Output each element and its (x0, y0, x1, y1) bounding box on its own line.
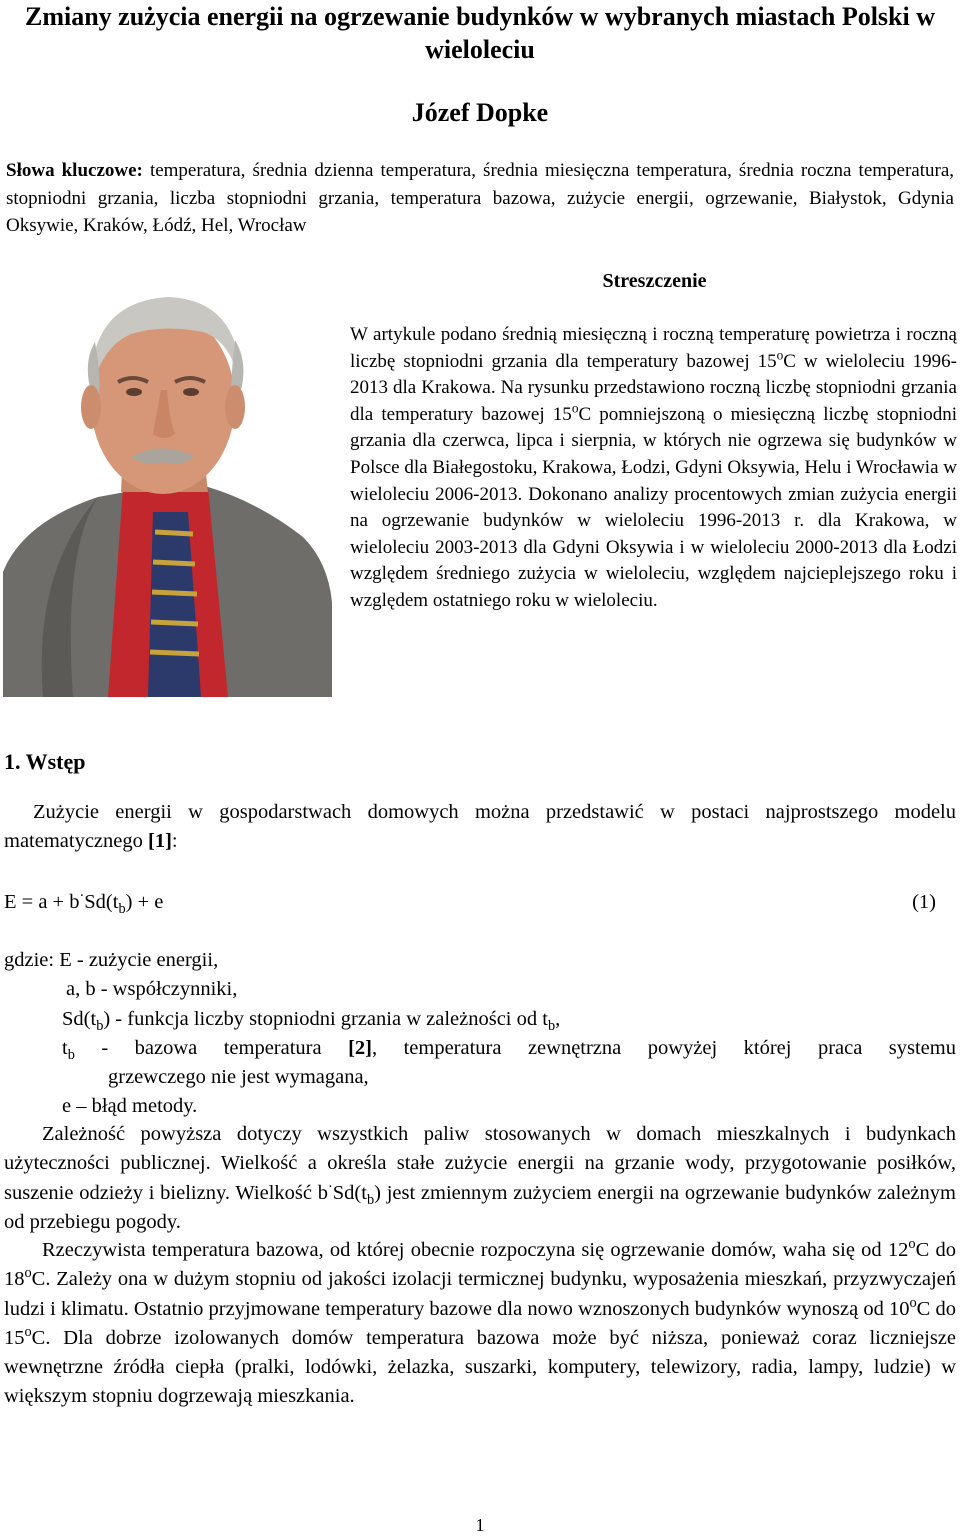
equation-number: (1) (912, 891, 936, 913)
section-heading: 1. Wstęp (4, 749, 86, 774)
definition-item: $t_b$ - bazowa temperatura [2], temperatura zewnętrzna powyżej której praca systemu (62, 1036, 956, 1063)
abstract-heading: Streszczenie (602, 270, 707, 292)
page-number: 1 (475, 1515, 485, 1535)
keywords-label: Słowa kluczowe: (6, 160, 143, 181)
definition-item: a, b - współczynniki, (66, 978, 238, 1001)
keywords-text: temperatura, średnia dzienna temperatura, średnia miesięczna temperatura, średnia roczna temperatura, stopniodni grzania, liczba stopniodni grzania, temperatura bazowa, zużycie energii, ogrzewanie, Białystok, Gdynia Oksywie, Kraków, Łódź, Hel, Wrocław (6, 160, 955, 236)
paper-title: Zmiany zużycia energii na ogrzewanie budynków w wybranych miastach Polski w wieloleciu (24, 2, 936, 64)
keywords (6, 157, 954, 240)
author-name: Józef Dopke (411, 98, 549, 127)
body-paragraph: Rzeczywista temperatura bazowa, od której obecnie rozpoczyna się ogrzewanie domów, waha się od 12$^o$C do 18$^o$C. Zależy ona w dużym stopniu od jakości izolacji termicznej budynku, wyposażenia mieszkań, przyzwyczajeń ludzi i klimatu. Ostatnio przyjmowane temperatury bazowe dla nowo wznoszonych budynków wynoszą od 10$^o$C do 15$^o$C. Dla dobrze izolowanych domów temperatura bazowa może być niższa, ponieważ coraz liczniejsze wewnętrzne źródła ciepła (pralki, lodówki, żelazka, suszarki, komputery, telewizory, radia, lampy, ludzie) w większym stopniu dogrzewają mieszkania. (4, 1236, 956, 1408)
definition-item: gdzie: E - zużycie energii, (4, 949, 219, 971)
body-paragraph: Zależność powyższa dotyczy wszystkich paliw stosowanych w domach mieszkalnych i budynkach użyteczności publicznej. Wielkość a określa stałe zużycie energii na grzanie wody, przygotowanie posiłków, suszenie odzieży i bielizny. Wielkość $b^\cdot Sd(t_b)$ jest zmiennym zużyciem energii na ogrzewanie budynków zależnym od przebiegu pogody. (4, 1123, 956, 1233)
definition-item: grzewczego nie jest wymagana, (108, 1066, 369, 1089)
author-portrait (3, 272, 332, 697)
equation-1: $E = a + b^\cdot Sd(t_b) + e$ (1) (4, 886, 936, 918)
abstract-text: W artykule podano średnią miesięczną i roczną temperaturę powietrza i roczną liczbę stopniodni grzania dla temperatury bazowej 15$^o$C w wieloleciu 1996-2013 dla Krakowa. Na rysunku przedstawiono roczną liczbę stopniodni grzania dla temperatury bazowej 15$^o$C pomniejszoną o miesięczną liczbę stopniodni grzania dla czerwca, lipca i sierpnia, w których nie ogrzewa się budynków w Polsce dla Białegostoku, Krakowa, Łodzi, Gdyni Oksywia, Helu i Wrocławia w wieloleciu 2006-2013. Dokonano analizy procentowych zmian zużycia energii na ogrzewanie budynków w wieloleciu 1996-2013 r. dla Krakowa, w wieloleciu 2003-2013 dla Gdyni Oksywia i w wieloleciu 2000-2013 dla Łodzi względem średniego zużycia w wieloleciu, względem najcieplejszego roku i względem ostatniego roku w wieloleciu. (350, 324, 958, 611)
definitions-list (4, 946, 956, 1122)
intro-paragraph: Zużycie energii w gospodarstwach domowych można przedstawić w postaci najprostszego modelu matematycznego [1]: (4, 801, 956, 853)
citation-ref: [1] (148, 830, 172, 853)
definition-item: e – błąd metody. (62, 1095, 198, 1118)
definition-item: $Sd(t_b)$ - funkcja liczby stopniodni grzania w zależności od $t_b$, (62, 1007, 561, 1034)
